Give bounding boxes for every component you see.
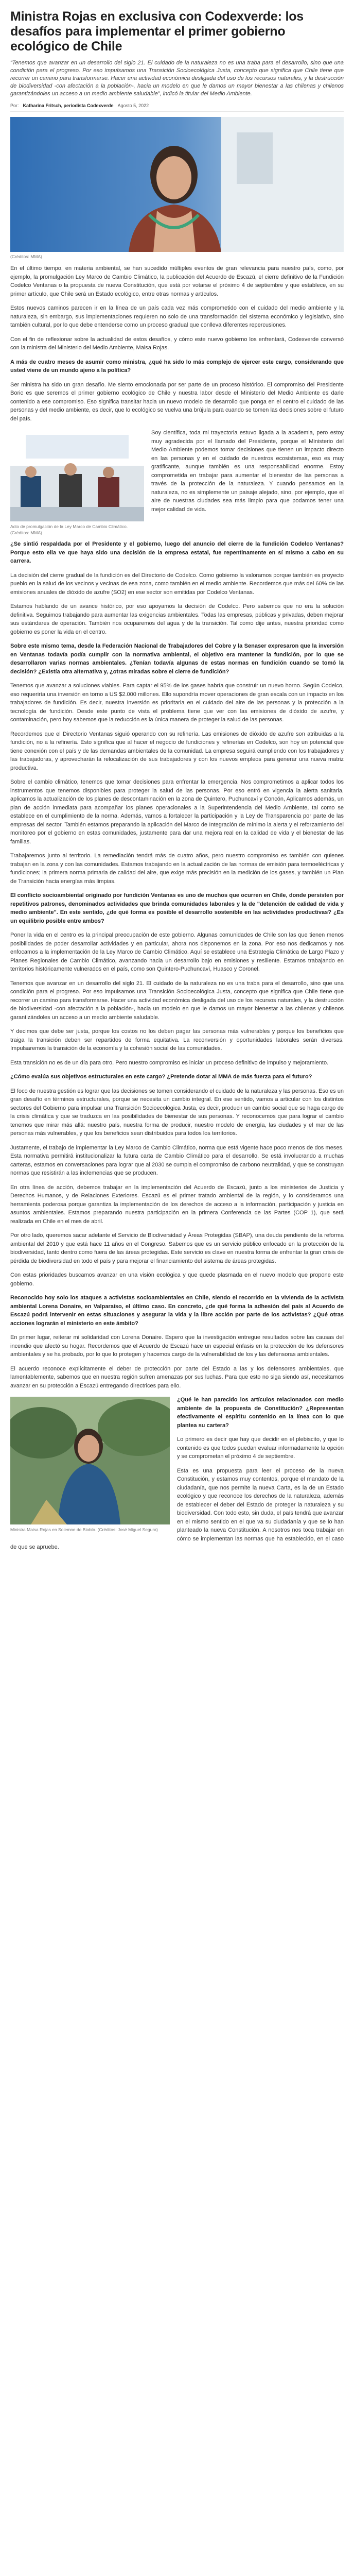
- paragraph: Esta transición no es de un día para otro. Pero nuestro compromiso es iniciar un proceso definitivo de impulso y mejoramiento.: [10, 1059, 329, 1066]
- figure-image: [10, 1397, 170, 1524]
- paragraph: Estos nuevos caminos parecen ir en la línea de un país cada vez más comprometido con el cuidado del medio ambiente y la naturaleza, sin embargo, sus implementaciones requieren no solo de una transformación del sistema económico y legislativo, sino también cultural, por lo que debe entenderse como un proceso gradual que conlleva diferentes repercusiones.: [10, 305, 344, 328]
- figure-caption: Acto de promulgación de la Ley Marco de Cambio Climático. (Créditos: MMA): [10, 524, 128, 535]
- question: Reconocido hoy solo los ataques a activistas socioambientales en Chile, siendo el recorrido en la vivienda de la activista ambiental Lorena Donaire, en Valparaíso, el último caso. En concreto, ¿de qué forma la adhesión del país al Acuerdo de Escazú podrá intervenir en estas situaciones y asegurar la vida y la libre acción por parte de los activistas? ¿Qué otras acciones lograrán el ministerio en este ámbito?: [10, 1295, 344, 1327]
- paragraph: Recordemos que el Directorio Ventanas siguió operando con su refinería. Las emisiones de dióxido de azufre son atribuidas a la fundición, no a la refinería. Esto significa que al hacer el negocio de fundiciones y refinerías en Codelco, son hoy un potencial que tiene conexión con el país y de las demandas ambientales de la comunidad. La empresa seguirá cumpliendo con los trabajadores y las trabajadoras, y aprovecharán la relocalización de sus trabajadores y con los nuevos empleos para generar una nueva matriz productiva.: [10, 731, 344, 771]
- question: ¿Qué le han parecido los artículos relacionados con medio ambiente de la propuesta de Constitución? ¿Representan efectivamente el espíritu contenido en la línea con lo que plantea su cartera?: [177, 1397, 344, 1429]
- hero-caption: (Créditos: MMA): [10, 254, 42, 259]
- figure-minister-biobio: [10, 1397, 170, 1533]
- question: Sobre este mismo tema, desde la Federación Nacional de Trabajadores del Cobre y la Senaser expresaron que la inversión en Ventanas todavía podía cumplir con la normativa ambiental, el objetivo era mantener la fundición, por lo que se desarrollaron varias normas ambientales. ¿Tenían todavía algunas de estas normas en fundición cuando se tomó la decisión? ¿Existía otra alternativa y, ¿otras miradas sobre el cierre de fundición?: [10, 643, 344, 675]
- paragraph: En el último tiempo, en materia ambiental, se han sucedido múltiples eventos de gran relevancia para nuestro país, como, por ejemplo, la promulgación Ley Marco de Cambio Climático, la publicación del Acuerdo de Escazú, el cierre definitivo de la Fundición Codelco Ventanas o la propuesta de nueva Constitución, que está por votarse el próximo 4 de septiembre y que establece, en su primer artículo, que Chile será un Estado ecológico, entre otras normas y artículos.: [10, 265, 344, 297]
- paragraph: Sobre el cambio climático, tenemos que tomar decisiones para enfrentar la emergencia. Nos comprometimos a aplicar todos los instrumentos que tenemos disponibles para proteger la salud de las personas. Por eso entró en vigencia la alerta sanitaria, aplicamos la actualización de los planes de descontaminación en la zona de Quintero, Puchuncaví y Concón, Aplicamos además, un plan de acción inmediata para acompañar los planes operacionales a la Superintendencia del Medio Ambiente, tal como se establece en el cumplimiento de la norma. Además, vamos a fortalecer la participación y la Ley de Transparencia por parte de las empresas del sector. También estamos preparando la aplicación del Marco de Integración de mínimo la alerta y el reforzamiento del monitoreo por el gobierno en estas comunidades, justamente para dar una mejora real en la calidad de vida y el bienestar de las familias.: [10, 779, 344, 845]
- paragraph: Tenemos que avanzar a soluciones viables. Para captar el 95% de los gases habría que construir un nuevo horno. Según Codelco, eso requeriría una inversión en torno a US $2.000 millones. Ello supondría mover operaciones de gran escala con un impacto en los trabajadores de fundición. Es decir, nuestra inversión es prioritaria en el cuidado del aire de las personas y la protección a la tecnología de fundición. Desde este punto de vista el problema tiene que ver con las emisiones de dióxido de azufre, y contaminación, pero hoy sabemos que la reducción es la única manera de proteger la salud de las personas.: [10, 683, 344, 723]
- article-title: Ministra Rojas en exclusiva con Codexverde: los desafíos para implementar el primer gobierno ecológico de Chile: [10, 9, 304, 54]
- figure-caption: Ministra Maisa Rojas en Solemne de Biobío. (Créditos: José Miguel Segura): [10, 1527, 158, 1532]
- figure-law-promulgation: [10, 430, 144, 536]
- paragraph: Soy científica, toda mi trayectoria estuvo ligada a la academia, pero estoy muy agradecida por el llamado del Presidente, porque el Ministerio del Medio Ambiente podemos tomar decisiones que tienen un impacto directo en las personas y en el cuidado de nuestros ecosistemas, eso es muy gratificante, aunque también es una responsabilidad enorme. Estoy comprometida en trabajar para aumentar el bienestar de las personas a través de la protección de la naturaleza. Y cuando pensamos en la naturaleza, no es simplemente un paisaje alejado, sino, por ejemplo, que el aire de nuestras ciudades sea más limpio para que podamos tener una mejor calidad de vida.: [151, 430, 344, 513]
- byline: [10, 103, 344, 112]
- question: A más de cuatro meses de asumir como ministra, ¿qué ha sido lo más complejo de ejercer este cargo, considerando que usted viene de un mundo ajeno a la política?: [10, 359, 344, 374]
- paragraph: En primer lugar, reiterar mi solidaridad con Lorena Donaire. Espero que la investigación entregue resultados sobre las causas del incendio que afectó su hogar. Recordemos que el Acuerdo de Escazú hace un especial énfasis en la protección de los defensores ambientales y se ha probado, por lo que lo protegen y hacemos cargo de la vulnerabilidad de los y las defensoras ambientales.: [10, 1334, 344, 1358]
- question: ¿Cómo evalúa sus objetivos estructurales en este cargo? ¿Pretende dotar al MMA de más fuerza para el futuro?: [10, 1074, 312, 1080]
- paragraph: Lo primero es decir que hay que decidir en el plebiscito, y que lo contenido es que todos puedan evaluar informadamente la opción y se comprometan el próximo 4 de septiembre.: [177, 1436, 344, 1460]
- paragraph: Y decimos que debe ser justa, porque los costos no los deben pagar las personas más vulnerables y porque los beneficios que traiga la transición deben ser repartidos de forma equitativa. La reconversión y oportunidades laborales serán diversas. Impulsaremos la transición de la economía y la cohesión social de las comunidades.: [10, 1028, 344, 1052]
- paragraph: Poner la vida en el centro es la principal preocupación de este gobierno. Algunas comunidades de Chile son las que tienen menos posibilidades de poder desarrollar actividades y en particular, ahora nos disponemos en la zona. Por eso nos dedicamos y nos enfocamos a la implementación de la Ley Marco de Cambio Climático. Aquí se establece una Estrategia Climática de Largo Plazo y Planes Regionales de Cambio Climático, avanzando hacia un desarrollo bajo en emisiones y resiliente. Estamos trabajando en territorios históricamente vulnerados en el país, como son Quintero-Puchuncaví, Huasco y Coronel.: [10, 932, 344, 972]
- paragraph: Ser ministra ha sido un gran desafío. Me siento emocionada por ser parte de un proceso histórico. El compromiso del Presidente Boric es que seremos el primer gobierno ecológico de Chile y nuestra labor desde el Ministerio del Medio Ambiente es darle contenido a ese compromiso. Eso significa transitar hacia un nuevo modelo de desarrollo que ponga en el centro el cuidado de las personas y del medio ambiente, es decir, que lo ecológico se vuelva una brújula para cuando se tomen las decisiones sobre el futuro del país.: [10, 381, 344, 422]
- byline-label: Por:: [10, 103, 19, 108]
- question: ¿Se sintió respaldada por el Presidente y el gobierno, luego del anuncio del cierre de la fundición Codelco Ventanas? Porque esto ella ve que haya sido una decisión de la empresa estatal, fue repentinamente en sí mismo a cabo en su carrera.: [10, 541, 344, 564]
- paragraph: Por otro lado, queremos sacar adelante el Servicio de Biodiversidad y Áreas Protegidas (SBAP), una deuda pendiente de la reforma ambiental del 2010 y que está hace 11 años en el Congreso. Sabemos que es un servicio público enfocado en la protección de la biodiversidad, tanto dentro como fuera de las áreas protegidas. Este servicio es clave en nuestra forma de enfrentar la gran crisis de pérdida de biodiversidad en todo el país y para mejorar el financiamiento del sistema de áreas protegidas.: [10, 1232, 344, 1264]
- paragraph: El acuerdo reconoce explícitamente el deber de protección por parte del Estado a las y los defensores ambientales, que lamentablemente, sabemos que en nuestra región sufren amenazas por sus luchas. Para que esto no siga siendo así, necesitamos avanzar en su protección a Escazú entregando directrices para ello.: [10, 1365, 344, 1389]
- paragraph: Trabajaremos junto al territorio. La remediación tendrá más de cuatro años, pero nuestro compromiso es también con quienes trabajan en la zona y con las comunidades. Estamos trabajando en la actualización de las normas de emisión para termoeléctricas y fundiciones; la primera norma primaria de calidad del aire, que exige más precisión en la medición de los gases, y también un Plan de Transición hacia energías más limpias.: [10, 853, 344, 885]
- paragraph: Justamente, el trabajo de implementar la Ley Marco de Cambio Climático, norma que está vigente hace poco menos de dos meses. Esta normativa permitirá institucionalizar la futura carta de Cambio Climático para el desarrollo. Se está involucrando a muchas carteras, estamos en conversaciones para lograr que al 2030 se cumpla el compromiso de carbono neutralidad, y que se construyan normas que resistirán a las inclemencias que se producen.: [10, 1144, 344, 1176]
- article-container: [10, 0, 344, 1573]
- hero-image: [10, 117, 344, 252]
- paragraph: Estamos hablando de un avance histórico, por eso apoyamos la decisión de Codelco. Pero sabemos que no era la solución definitiva. Seguimos trabajando para aumentar las exigencias ambientales. Todas las empresas, públicas y privadas, deben mejorar sus estándares de operación. También nos ocuparemos del agua y de la transición. Tal como dije antes, nuestra prioridad como gobierno es poner la vida en el centro.: [10, 603, 344, 635]
- publish-date: Agosto 5, 2022: [117, 103, 149, 108]
- photo-minister-outdoors: [10, 1397, 170, 1524]
- paragraph: La decisión del cierre gradual de la fundición es del Directorio de Codelco. Como gobierno la valoramos porque también es proyecto pueblo en la salud de los vecinos y vecinas de esa zona, como también en el medio ambiente. Recordemos que más del 60% de las emisiones anuales de dióxido de azufre (SO2) en ese sector son emitidas por Codelco Ventanas.: [10, 572, 344, 596]
- paragraph: Con estas prioridades buscamos avanzar en una visión ecológica y que quede plasmada en el nuevo modelo que propone este gobierno.: [10, 1272, 344, 1287]
- author-name[interactable]: Katharina Fritsch, periodista Codexverde: [23, 103, 114, 108]
- article-lead: “Tenemos que avanzar en un desarrollo del siglo 21. El cuidado de la naturaleza no es una traba para el desarrollo, sino que una condición para el progreso. Por eso impulsamos una Transición Socioecológica Justa, concepto que significa que Chile tiene que recorrer un camino para transformarse. Hacer una actividad económica desligada del uso de los recursos naturales, y la destrucción de biodiversidad -con afectación a la población-, hacia un modelo en que le damos un mayor bienestar a las chilenas y chilenos garantizándoles un acceso a un medio ambiente saludable”, indicó la titular del Medio Ambiente.: [10, 60, 344, 97]
- photo-ceremony: [10, 430, 144, 521]
- paragraph: Esta es una propuesta para leer el proceso de la nueva Constitución, y estamos muy contentos, porque el mandato de la ciudadanía, que nos permite la nueva Carta, es la de un Estado ecológico y que reconoce los derechos de la naturaleza, además de establecer el deber del Estado de proteger la naturaleza y su biodiversidad. Con todo esto, sin duda, el país tendrá que avanzar en el mismo sentido en el que va su ciudadanía y que se lo han planteado la nueva Constitución. A nosotros nos toca trabajar en cómo se implementan las normas que ha establecido, en el caso de que se apruebe.: [10, 1467, 344, 1550]
- paragraph: Con el fin de reflexionar sobre la actualidad de estos desafíos, y cómo este nuevo gobierno los enfrentará, Codexverde conversó con la ministra del Ministerio del Medio Ambiente, Maisa Rojas.: [10, 336, 344, 351]
- question: El conflicto socioambiental originado por fundición Ventanas es uno de muchos que ocurren en Chile, donde persisten por repetitivos patrones, denominados actividades que brinda comunidades laborales y la de "detención de calidad de vida y medio ambiente". En este sentido, ¿de qué forma es posible el desarrollo sostenible en las actividades productivas? ¿Es un equilibrio posible entre ambos?: [10, 892, 344, 924]
- paragraph: El foco de nuestra gestión es lograr que las decisiones se tomen considerando el cuidado de la naturaleza y las personas. Eso es un gran desafío en términos estructurales, porque se necesita un cambio integral. En ese sentido, vamos a articular con los distintos sectores del Gobierno para impulsar una Transición Socioecológica Justa, es decir, producir un cambio social que se haga cargo de la crisis climática y que se traduzca en las posibilidades de bienestar de sus personas. Y reconocemos que para lograr el cambio tenemos que mirar más allá: nuestro país, nuestra forma de producir, nuestro modelo de energía, las ciudades y el mar de las personas más vulnerables, y que los beneficios sean distribuidos para todos los territorios.: [10, 1088, 344, 1137]
- figure-image: [10, 430, 144, 521]
- paragraph: Tenemos que avanzar en un desarrollo del siglo 21. El cuidado de la naturaleza no es una traba para el desarrollo, sino que una condición para el progreso. Por eso impulsamos una Transición Socioecológica Justa, concepto que significa que Chile tiene que recorrer un camino para transformarse. Hacer una actividad económica desligada del uso de los recursos naturales, y la destrucción de biodiversidad -con afectación a la población-, hacia un modelo en que le damos un mayor bienestar a las chilenas y chilenos garantizándoles un acceso a un medio ambiente saludable.: [10, 980, 344, 1021]
- hero-photo-minister: [10, 117, 344, 252]
- paragraph: En otra línea de acción, debemos trabajar en la implementación del Acuerdo de Escazú, junto a los ministerios de Justicia y Derechos Humanos, y de Relaciones Exteriores. Escazú es el primer tratado ambiental de la región, y lo consideramos una herramienta poderosa porque garantiza la implementación de los derechos de acceso a la información, participación y justicia en asuntos ambientales. Estamos preparando nuestra participación en la primera Conferencia de las Partes (COP 1), que será realizada en Chile en el mes de abril.: [10, 1184, 344, 1225]
